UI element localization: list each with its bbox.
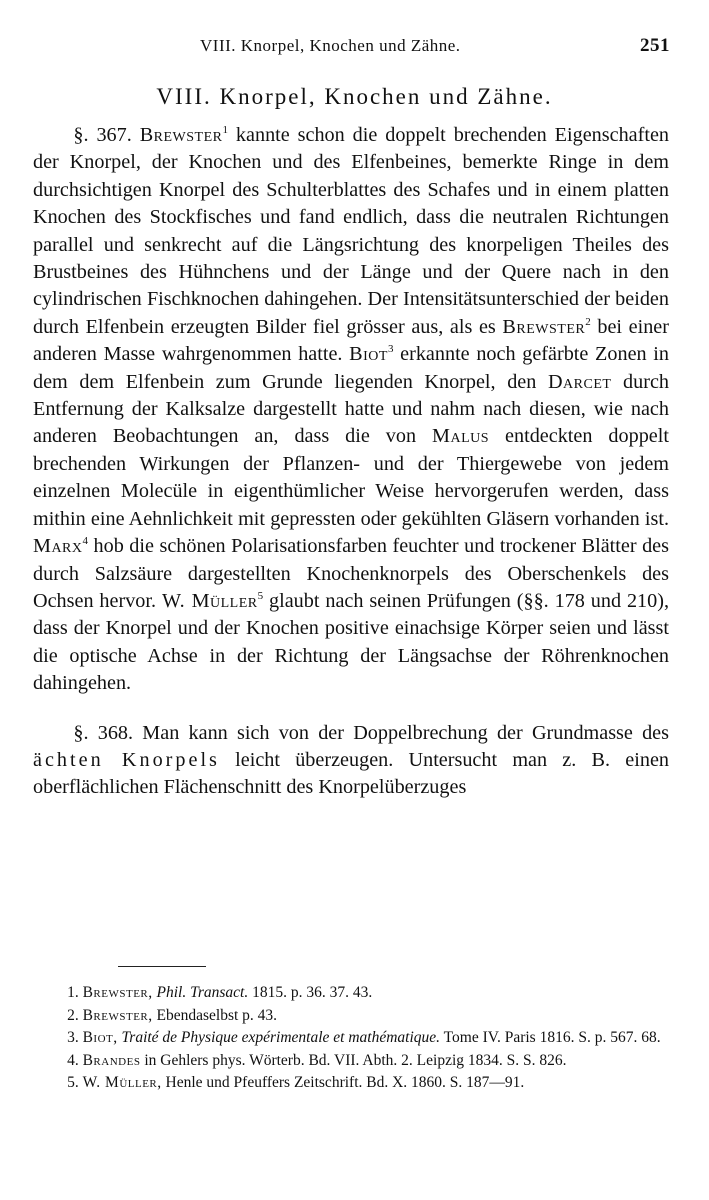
text-run: durch Entfernung der Kalksalze dargestellt hatte und nahm nach diesen, wie nach anderen Beobachtungen an, dass die von [33,370,669,448]
footnote-2 [33,1005,669,1028]
footnote-5 [33,1072,669,1095]
footnote-author: Brewster, [82,1006,153,1024]
footnote-details: 1815. p. 36. 37. 43. [248,984,373,1001]
text-run: kannte schon die doppelt brechenden Eigenschaften der Knorpel, der Knochen und des Elfenbeines, bemerkte Ringe in dem durchsichtigen Knorpel des Schulterblattes des Schafes und in einem platten Knochen des Stockfisches und fand endlich, dass die neutralen Richtungen parallel und senkrecht auf die Längsrichtung des knorpeligen Theiles des Brustbeines des Hühnchens und der Länge und der Quere nach in den cylindrischen Fischknochen dahingehen. Der Intensitätsunterschied der beiden durch Elfenbein erzeugten Bilder fiel grösser aus, als es [33,124,670,338]
page-number: 251 [640,35,670,56]
footnote-number: 5. [67,1074,79,1091]
text-run: entdeckten doppelt brechenden Wirkungen der Pflanzen- und der Thiergewebe von jedem einzelnen Molecüle in eigenthümlicher Weise hervorgerufen werden, dass mithin eine Aehnlichkeit mit gepressten oder gekühlten Gläsern vorhanden ist. [33,425,669,530]
footnote-details: Ebendaselbst p. 43. [152,1006,278,1024]
author-brewster: Brewster [139,124,223,146]
footnote-ref-2: 2 [585,315,591,328]
author-malus: Malus [432,425,490,448]
footnote-author: Biot, [82,1029,118,1046]
footnote-author: Brewster, [82,984,153,1001]
body-text [33,122,669,802]
text-run: leicht überzeugen. Untersucht man z. B. einen oberflächlichen Flächenschnitt des Knorpelüberzuges [33,748,669,799]
author-mueller: W. Müller [161,589,258,612]
footnotes [33,982,669,1095]
text-run: hob die schönen Polarisationsfarben feuchter und trockener Blätter des durch Salzsäure dargestellten Knochenknorpels des Oberschenkels des Ochsen hervor. [33,535,669,612]
footnote-author: W. Müller, [82,1074,162,1091]
text-run: Man kann sich von der Doppelbrechung der Grundmasse des [133,721,669,744]
footnote-number: 1. [67,984,79,1001]
footnote-divider [118,966,206,967]
footnote-number: 2. [67,1006,79,1024]
section-368-label: §. 368. [73,721,134,744]
text-run: glaubt nach seinen Prüfungen (§§. 178 und 210), dass der Knorpel und der Knochen positive einachsige Körper seien und lässt die optische Achse in der Richtung der Längsachse der Röhrenknochen dahingehen. [33,589,669,695]
footnote-ref-1: 1 [222,124,228,136]
footnote-ref-4: 4 [82,535,89,548]
spaced-emphasis: ächten Knorpels [33,748,220,771]
footnote-3 [33,1027,669,1050]
footnote-title: Traité de Physique expérimentale et mathématique. [121,1029,441,1046]
section-367-label: §. 367. [73,124,132,146]
author-brewster: Brewster [502,315,586,338]
text-run: bei einer anderen Masse wahrgenommen hatte. [33,315,669,366]
footnote-number: 3. [67,1029,79,1046]
section-368-paragraph [33,720,669,802]
footnote-details: Tome IV. Paris 1816. S. p. 567. 68. [440,1029,661,1046]
footnote-ref-3: 3 [387,343,394,356]
chapter-title: VIII. Knorpel, Knochen und Zähne. [156,84,553,109]
footnote-ref-5: 5 [257,589,264,602]
footnote-number: 4. [67,1051,79,1069]
footnote-title: Phil. Transact. [156,984,249,1001]
author-marx: Marx [33,535,83,558]
author-darcet: Darcet [547,370,612,393]
footnote-details: in Gehlers phys. Wörterb. Bd. VII. Abth. 2. Leipzig 1834. S. S. 826. [140,1051,567,1069]
footnote-author: Brandes [82,1051,141,1069]
running-title: VIII. Knorpel, Knochen und Zähne. [200,36,461,55]
text-run: erkannte noch gefärbte Zonen in dem dem Elfenbein zum Grunde liegenden Knorpel, den [33,343,670,393]
footnote-1 [33,982,669,1005]
author-biot: Biot [349,343,388,366]
section-367-paragraph [33,122,669,698]
footnote-details: Henle und Pfeuffers Zeitschrift. Bd. X. 1860. S. 187—91. [161,1074,525,1091]
footnote-4 [33,1050,669,1073]
